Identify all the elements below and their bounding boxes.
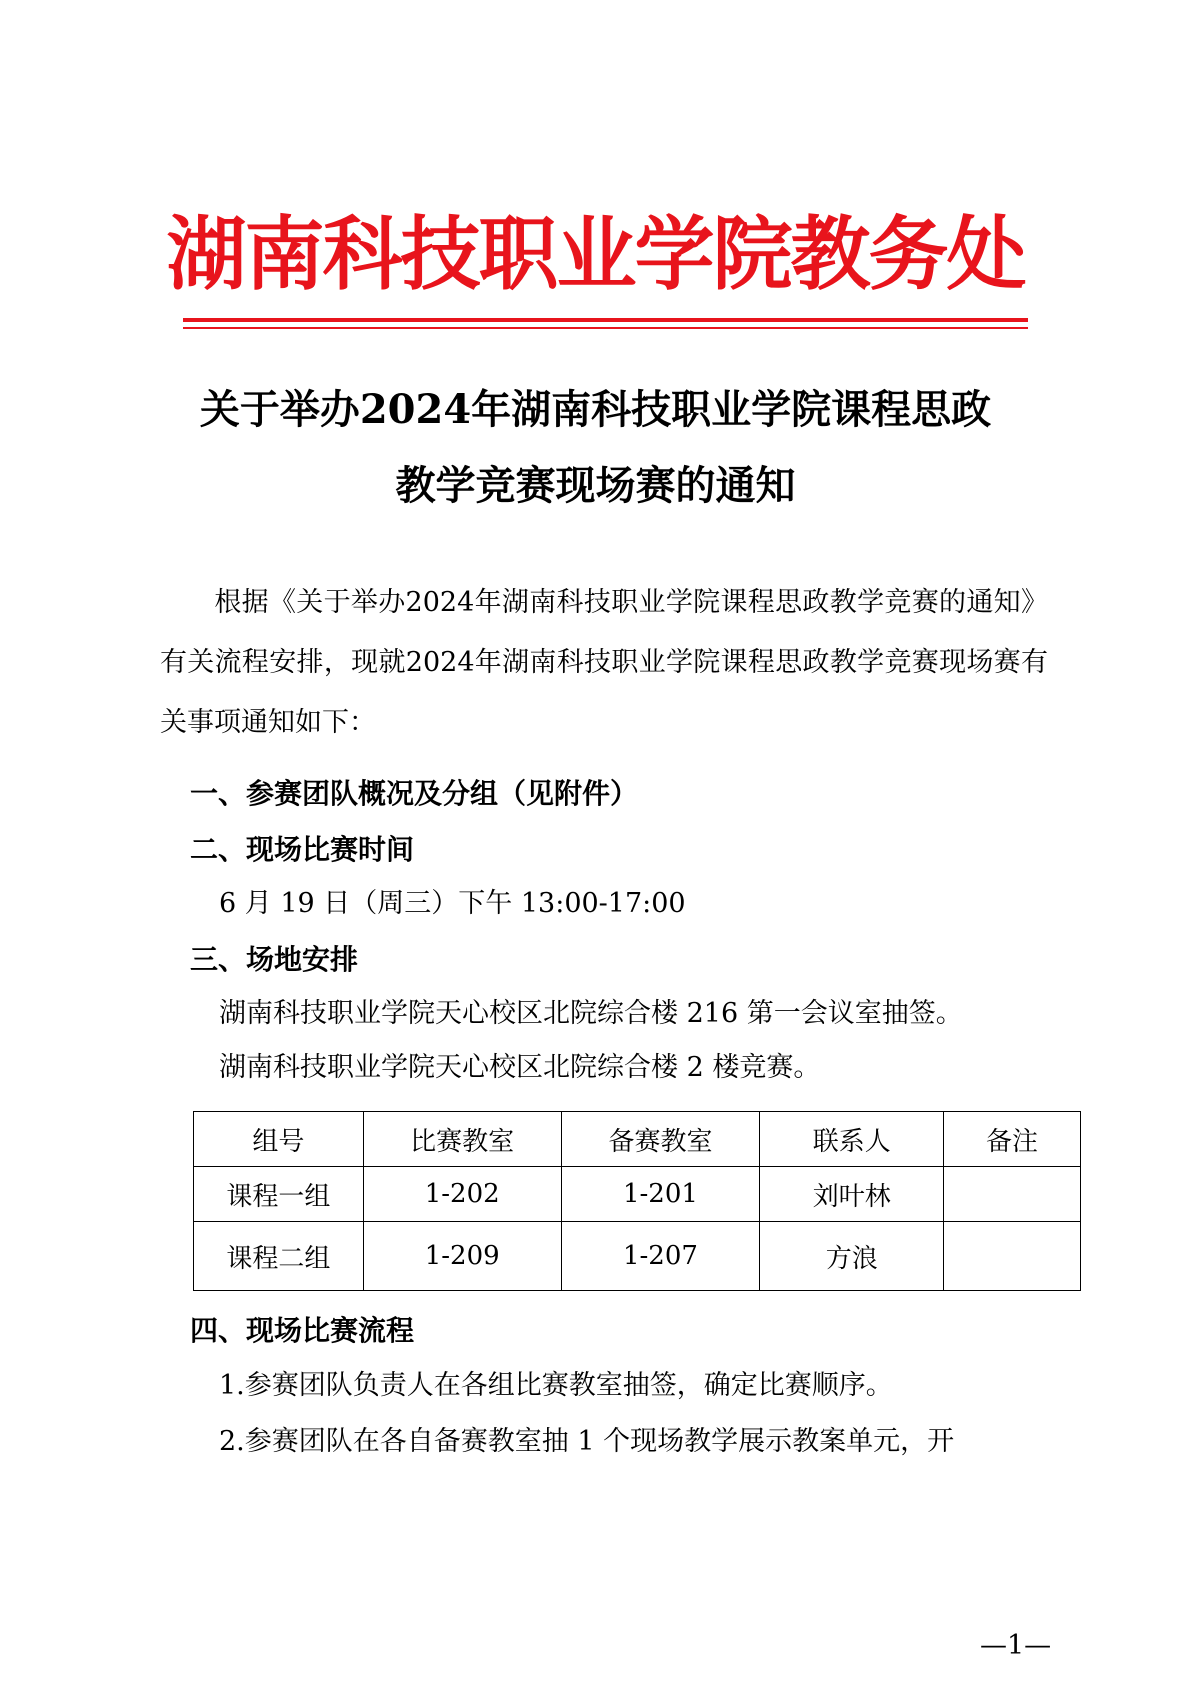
table-cell: 课程一组 xyxy=(194,1167,364,1222)
intro-text: 根据《关于举办2024年湖南科技职业学院课程思政教学竞赛的通知》有关流程安排，现就2024年湖南科技职业学院课程思政教学竞赛现场赛有关事项通知如下： xyxy=(160,587,1048,738)
venue-line-2: 湖南科技职业学院天心校区北院综合楼 2 楼竞赛。 xyxy=(219,1052,821,1083)
table-header-cell: 联系人 xyxy=(760,1112,944,1167)
table-header-cell: 比赛教室 xyxy=(363,1112,561,1167)
section-2-heading: 二、现场比赛时间 xyxy=(190,833,415,866)
masthead-title: 湖南科技职业学院教务处 xyxy=(166,208,1025,301)
table-cell xyxy=(944,1167,1081,1222)
document-title-line-2: 教学竞赛现场赛的通知 xyxy=(395,462,796,509)
intro-paragraph xyxy=(160,573,1048,753)
table-cell: 方浪 xyxy=(760,1222,944,1291)
process-step-2: 2.参赛团队在各自备赛教室抽 1 个现场教学展示教案单元，开 xyxy=(219,1426,955,1457)
page-number: —1— xyxy=(980,1630,1052,1661)
table-cell: 1-202 xyxy=(363,1167,561,1222)
table-row xyxy=(194,1167,1081,1222)
table-header-cell: 组号 xyxy=(194,1112,364,1167)
process-step-1: 1.参赛团队负责人在各组比赛教室抽签，确定比赛顺序。 xyxy=(219,1370,893,1401)
red-divider-thin xyxy=(183,327,1028,329)
table-cell xyxy=(944,1222,1081,1291)
red-divider-thick xyxy=(183,318,1028,322)
table-cell: 课程二组 xyxy=(194,1222,364,1291)
table-row xyxy=(194,1222,1081,1291)
table-cell: 1-201 xyxy=(561,1167,760,1222)
competition-time: 6 月 19 日（周三）下午 13:00-17:00 xyxy=(219,888,686,919)
document-title-line-1: 关于举办2024年湖南科技职业学院课程思政 xyxy=(199,386,992,433)
section-1-heading: 一、参赛团队概况及分组（见附件） xyxy=(190,777,639,810)
table-cell: 1-209 xyxy=(363,1222,561,1291)
table-cell: 1-207 xyxy=(561,1222,760,1291)
table-header-cell: 备赛教室 xyxy=(561,1112,760,1167)
venue-line-1: 湖南科技职业学院天心校区北院综合楼 216 第一会议室抽签。 xyxy=(219,998,963,1029)
section-3-heading: 三、场地安排 xyxy=(190,943,359,976)
section-4-heading: 四、现场比赛流程 xyxy=(190,1314,415,1347)
table-header-cell: 备注 xyxy=(944,1112,1081,1167)
table-header-row xyxy=(194,1112,1081,1167)
table-cell: 刘叶林 xyxy=(760,1167,944,1222)
group-table xyxy=(193,1111,1081,1291)
